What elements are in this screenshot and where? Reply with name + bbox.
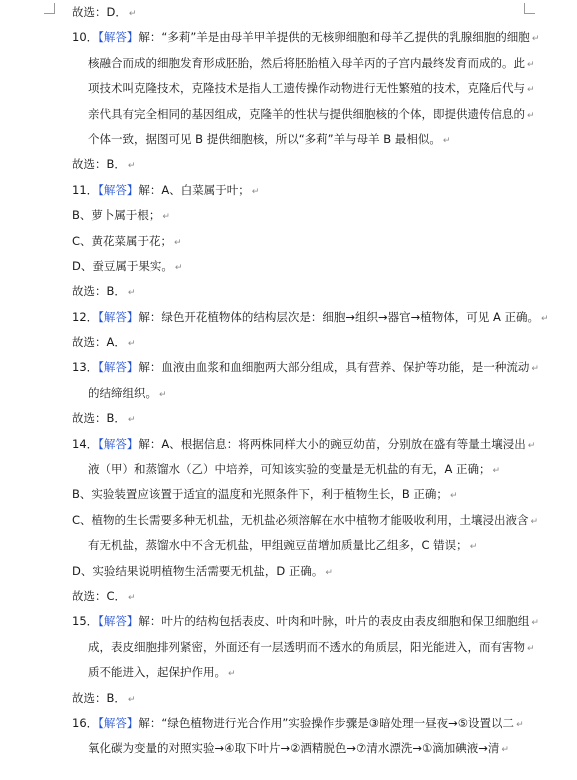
text-line xyxy=(72,152,532,177)
line-text: 故选：C． xyxy=(72,588,127,603)
line-text: 有无机盐，蒸馏水中不含无机盐，甲组豌豆苗增加质量比乙组多，C 错误； xyxy=(88,538,468,553)
paragraph-mark-icon: ↵ xyxy=(449,491,458,502)
paragraph-mark-icon: ↵ xyxy=(128,9,137,19)
text-line xyxy=(72,584,532,609)
question-number: 14． xyxy=(72,436,99,451)
text-line xyxy=(72,686,532,711)
line-text: 项技术叫克隆技术，克隆技术是指人工遗传操作动物进行无性繁殖的技术，克隆后代与 xyxy=(88,81,525,96)
text-line xyxy=(72,635,535,660)
paragraph-mark-icon: ↵ xyxy=(527,440,536,451)
text-line xyxy=(72,381,532,406)
question-number: 16． xyxy=(72,715,99,730)
line-text: 解：血液由血浆和血细胞两大部分组成，具有营养、保护等功能，是一种流动 xyxy=(138,360,530,375)
document-page xyxy=(72,0,549,762)
paragraph-mark-icon: ↵ xyxy=(501,745,509,756)
paragraph-mark-icon: ↵ xyxy=(442,135,451,146)
text-line xyxy=(72,203,532,228)
line-text: 故选：B． xyxy=(72,284,126,299)
text-line xyxy=(72,254,532,279)
paragraph-mark-icon: ↵ xyxy=(128,592,136,603)
answer-tag: 【解答】 xyxy=(98,182,139,197)
text-line xyxy=(72,559,532,584)
text-line xyxy=(72,355,539,380)
line-text: 故选：B． xyxy=(72,690,126,705)
text-line xyxy=(72,25,540,50)
line-text: 解：叶片的结构包括表皮、叶肉和叶脉，叶片的表皮由表皮细胞和保卫细胞组 xyxy=(138,614,530,629)
paragraph-mark-icon: ↵ xyxy=(174,262,183,273)
text-line xyxy=(72,660,532,685)
paragraph-mark-icon: ↵ xyxy=(527,643,535,654)
text-line xyxy=(72,305,549,330)
answer-tag: 【解答】 xyxy=(98,436,139,451)
paragraph-mark-icon: ↵ xyxy=(527,85,535,96)
line-text: C、黄花菜属于花； xyxy=(72,233,173,248)
paragraph-mark-icon: ↵ xyxy=(516,719,524,730)
text-line xyxy=(72,178,532,203)
answer-tag: 【解答】 xyxy=(98,614,139,629)
text-line xyxy=(72,127,532,152)
line-text: D、实验结果说明植物生活需要无机盐，D 正确。 xyxy=(72,563,324,578)
line-text: 故选：D． xyxy=(72,5,127,19)
answer-tag: 【解答】 xyxy=(98,715,139,730)
question-number: 11． xyxy=(72,182,99,197)
paragraph-mark-icon: ↵ xyxy=(530,516,539,527)
paragraph-mark-icon: ↵ xyxy=(540,313,549,324)
line-text: 液（甲）和蒸馏水（乙）中培养，可知该实验的变量是无机盐的有无，A 正确； xyxy=(88,462,491,477)
answer-tag: 【解答】 xyxy=(98,30,139,45)
text-line xyxy=(72,102,535,127)
paragraph-mark-icon: ↵ xyxy=(127,288,136,299)
line-text: 解：“多莉”羊是由母羊甲羊提供的无核卵细胞和母羊乙提供的乳腺细胞的细胞 xyxy=(138,30,530,45)
paragraph-mark-icon: ↵ xyxy=(228,669,236,680)
line-text: 的结缔组织。 xyxy=(88,385,157,400)
line-text: 故选：A． xyxy=(72,335,126,350)
paragraph-mark-icon: ↵ xyxy=(531,364,539,375)
crop-mark-top-left xyxy=(44,3,55,14)
line-text: 核融合而成的细胞发育形成胚胎，然后将胚胎植入母羊丙的子宫内最终发育而成的。此 xyxy=(88,55,525,70)
line-text: 质不能进入，起保护作用。 xyxy=(88,665,226,680)
line-text: 氧化碳为变量的对照实验→④取下叶片→②酒精脱色→⑦清水漂洗→①滴加碘液→清 xyxy=(88,741,500,756)
line-text: 个体一致，据图可见 B 提供细胞核，所以“多莉”羊与母羊 B 最相似。 xyxy=(88,131,441,146)
line-text: 解：A、白菜属于叶； xyxy=(138,182,250,197)
line-text: B、萝卜属于根； xyxy=(72,208,161,223)
text-line xyxy=(72,406,532,431)
paragraph-mark-icon: ↵ xyxy=(127,694,136,705)
paragraph-mark-icon: ↵ xyxy=(159,389,167,400)
answer-tag: 【解答】 xyxy=(98,309,139,324)
paragraph-mark-icon: ↵ xyxy=(527,110,535,121)
text-line xyxy=(72,736,532,761)
paragraph-mark-icon: ↵ xyxy=(531,618,539,629)
paragraph-mark-icon: ↵ xyxy=(251,186,260,197)
paragraph-mark-icon: ↵ xyxy=(527,59,535,70)
text-line xyxy=(72,0,532,25)
paragraph-mark-icon: ↵ xyxy=(531,34,540,45)
text-line xyxy=(72,457,532,482)
question-number: 12． xyxy=(72,309,99,324)
question-number: 10． xyxy=(72,30,99,45)
text-line xyxy=(72,51,535,76)
question-number: 15． xyxy=(72,614,99,629)
paragraph-mark-icon: ↵ xyxy=(162,212,170,223)
text-line xyxy=(72,229,532,254)
paragraph-mark-icon: ↵ xyxy=(325,567,333,578)
text-line xyxy=(72,482,532,507)
paragraph-mark-icon: ↵ xyxy=(174,237,182,248)
text-line xyxy=(72,609,539,634)
text-line xyxy=(72,330,532,355)
paragraph-mark-icon: ↵ xyxy=(127,339,136,350)
text-line xyxy=(72,711,532,736)
text-line xyxy=(72,432,536,457)
line-text: D、蚕豆属于果实。 xyxy=(72,258,173,273)
paragraph-mark-icon: ↵ xyxy=(492,466,501,477)
line-text: 解：A、根据信息：将两株同样大小的豌豆幼苗，分别放在盛有等量土壤浸出 xyxy=(138,436,526,451)
text-line xyxy=(72,279,532,304)
line-text: 故选：B． xyxy=(72,411,126,426)
text-line xyxy=(72,508,539,533)
paragraph-mark-icon: ↵ xyxy=(469,542,478,553)
line-text: C、植物的生长需要多种无机盐，无机盐必须溶解在水中植物才能吸收利用，土壤浸出液含 xyxy=(72,512,529,527)
line-text: B、实验装置应该置于适宜的温度和光照条件下，利于植物生长，B 正确； xyxy=(72,487,448,502)
paragraph-mark-icon: ↵ xyxy=(127,161,136,172)
line-text: 成，表皮细胞排列紧密，外面还有一层透明而不透水的角质层，阳光能进入，而有害物 xyxy=(88,639,525,654)
line-text: 故选：B． xyxy=(72,157,126,172)
question-number: 13． xyxy=(72,360,99,375)
line-text: 解：“绿色植物进行光合作用”实验操作步骤是③暗处理一昼夜→⑤设置以二 xyxy=(138,715,515,730)
text-line xyxy=(72,76,535,101)
answer-tag: 【解答】 xyxy=(98,360,139,375)
text-line xyxy=(72,533,532,558)
line-text: 亲代具有完全相同的基因组成，克隆羊的性状与提供细胞核的个体，即提供遗传信息的 xyxy=(88,106,525,121)
line-text: 解：绿色开花植物体的结构层次是：细胞→组织→器官→植物体，可见 A 正确。 xyxy=(138,309,539,324)
paragraph-mark-icon: ↵ xyxy=(127,415,136,426)
